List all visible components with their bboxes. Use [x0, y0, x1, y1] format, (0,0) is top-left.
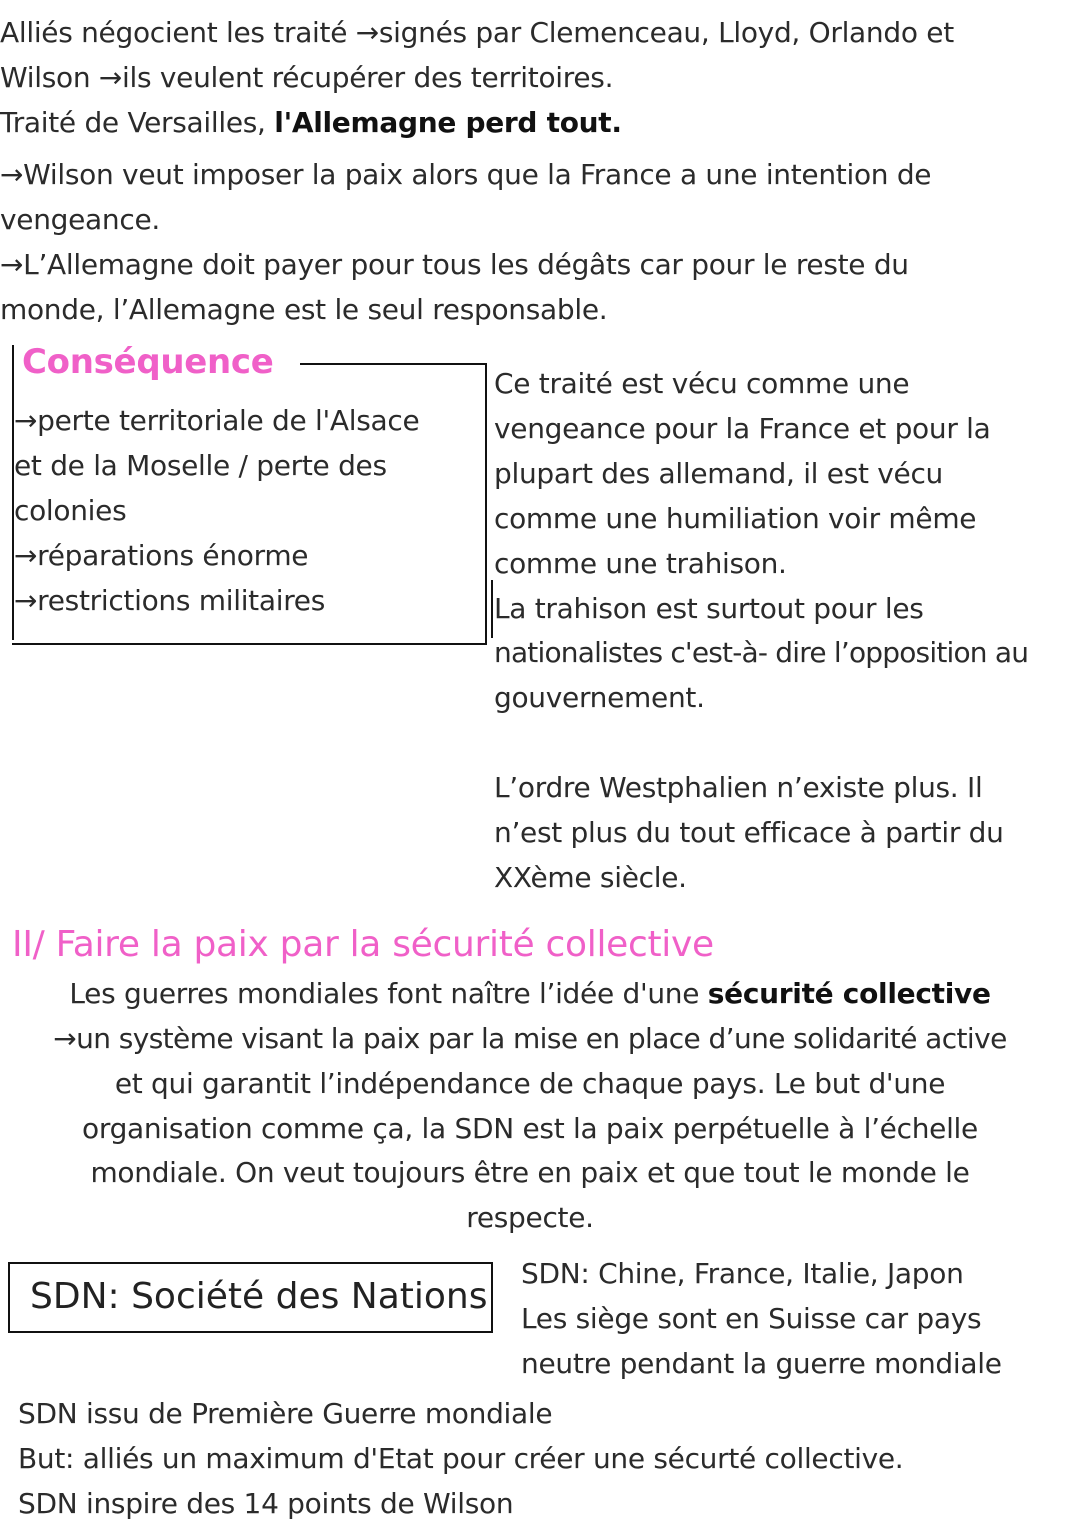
- consequence-box-top-border: [300, 363, 486, 365]
- right-column-line: vengeance pour la France et pour la: [494, 412, 991, 445]
- text-line: vengeance.: [0, 203, 160, 236]
- section-line: →un système visant la paix par la mise en place d’une solidarité active: [53, 1022, 1007, 1055]
- intro-prefix: Les guerres mondiales font naître l’idée d'une: [69, 977, 708, 1010]
- sdn-side-line: Les siège sont en Suisse car pays: [521, 1302, 982, 1335]
- text-line: →L’Allemagne doit payer pour tous les dégâts car pour le reste du: [0, 248, 909, 281]
- consequence-item: →restrictions militaires: [14, 584, 325, 617]
- sdn-bottom-line: SDN issu de Première Guerre mondiale: [18, 1397, 553, 1430]
- westphalian-line: XXème siècle.: [494, 861, 687, 894]
- right-column-line: Ce traité est vécu comme une: [494, 367, 910, 400]
- versailles-bold: l'Allemagne perd tout.: [274, 106, 622, 139]
- sdn-bottom-line: SDN inspire des 14 points de Wilson: [18, 1487, 514, 1520]
- consequence-item: →perte territoriale de l'Alsace: [14, 404, 420, 437]
- section-line: respecte.: [466, 1201, 594, 1234]
- consequence-item: et de la Moselle / perte des: [14, 449, 387, 482]
- section-title: II/ Faire la paix par la sécurité collective: [12, 924, 714, 965]
- right-column-line: nationalistes c'est-à- dire l’opposition au: [494, 636, 1029, 669]
- right-column-line: comme une trahison.: [494, 547, 787, 580]
- consequence-box-bottom-border: [12, 643, 487, 645]
- right-column-line: plupart des allemand, il est vécu: [494, 457, 943, 490]
- sdn-box: [8, 1262, 493, 1333]
- sdn-bottom-line: But: alliés un maximum d'Etat pour créer une sécurté collective.: [18, 1442, 904, 1475]
- right-column-line: comme une humiliation voir même: [494, 502, 977, 535]
- versailles-prefix: Traité de Versailles,: [0, 106, 275, 139]
- consequence-heading: Conséquence: [22, 342, 274, 382]
- consequence-box-right-border: [485, 363, 487, 643]
- consequence-item: colonies: [14, 494, 127, 527]
- section-intro: [0, 971, 1060, 1016]
- text-line: [0, 100, 622, 145]
- intro-bold: sécurité collective: [707, 977, 991, 1010]
- westphalian-line: n’est plus du tout efficace à partir du: [494, 816, 1004, 849]
- text-line: →Wilson veut imposer la paix alors que la France a une intention de: [0, 158, 932, 191]
- consequence-item: →réparations énorme: [14, 539, 309, 572]
- section-line: organisation comme ça, la SDN est la paix perpétuelle à l’échelle: [82, 1112, 978, 1145]
- right-column-rule: [491, 580, 493, 638]
- sdn-side-line: SDN: Chine, France, Italie, Japon: [521, 1257, 964, 1290]
- section-line: et qui garantit l’indépendance de chaque pays. Le but d'une: [114, 1067, 946, 1100]
- text-line: monde, l’Allemagne est le seul responsable.: [0, 293, 608, 326]
- text-line: Wilson →ils veulent récupérer des territoires.: [0, 61, 614, 94]
- right-column-line: La trahison est surtout pour les: [494, 592, 924, 625]
- text-line: Alliés négocient les traité →signés par Clemenceau, Lloyd, Orlando et: [0, 16, 954, 49]
- westphalian-line: L’ordre Westphalien n’existe plus. Il: [494, 771, 983, 804]
- section-line: mondiale. On veut toujours être en paix et que tout le monde le: [90, 1156, 970, 1189]
- sdn-box-label: SDN: Société des Nations: [30, 1276, 488, 1317]
- right-column-line: gouvernement.: [494, 681, 705, 714]
- sdn-side-line: neutre pendant la guerre mondiale: [521, 1347, 1002, 1380]
